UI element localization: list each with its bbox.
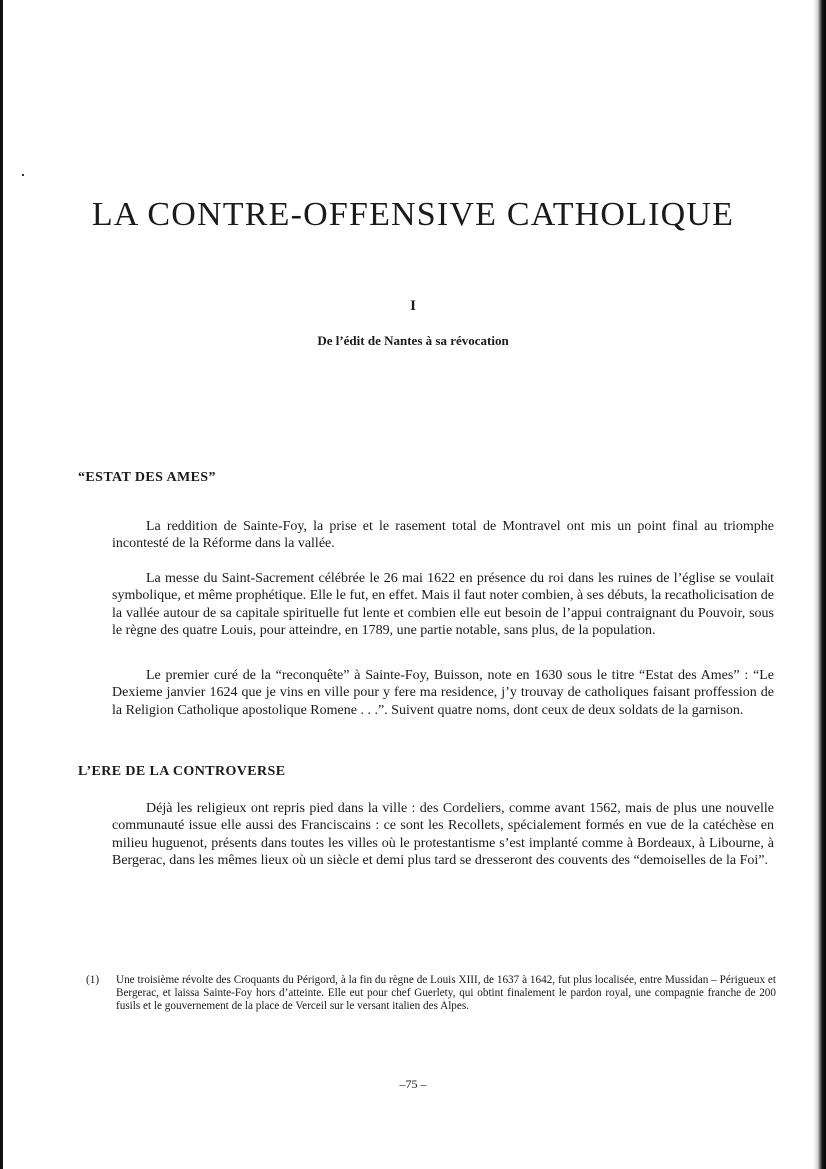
footnote [86,974,776,1014]
chapter-title: LA CONTRE-OFFENSIVE CATHOLIQUE [91,196,735,233]
paragraph: Déjà les religieux ont repris pied dans la ville : des Cordeliers, comme avant 1562, mais de plus une nouvelle communauté issue elle aussi des Franciscains : ce sont les Recollets, spécialement formés en vue de la catéchèse en milieu huguenot, présents dans toutes les villes où le protestantisme s’est implanté comme à Bordeaux, à Libourne, à Bergerac, dans les mêmes lieux où un siècle et demi plus tard se dresseront des couvents des “demoiselles de la Foi”. [112,801,774,868]
page-number: –75 – [399,1077,427,1091]
part-subtitle: De l’édit de Nantes à sa révocation [317,333,509,348]
section-heading-ere-de-la-controverse: L’ERE DE LA CONTROVERSE [78,764,286,779]
part-number: I [410,298,416,314]
paragraph: La reddition de Sainte-Foy, la prise et le rasement total de Montravel ont mis un point final au triomphe incontesté de la Réforme dans la vallée. [112,519,774,552]
scan-edge-right [813,0,826,1169]
footnote-mark: (1) [86,974,100,986]
footnote-text: Une troisième révolte des Croquants du Périgord, à la fin du règne de Louis XIII, de 1637 à 1642, fut plus localisée, entre Mussidan – Périgueux et Bergerac, et laissa Sainte-Foy hors d’atteinte. Elle eut pour chef Guerlety, qui obtint finalement le pardon royal, une compagnie franche de 200 fusils et le gouvernement de la place de Verceil sur le versant italien des Alpes. [116,974,776,1013]
scan-speck [22,174,24,176]
paragraph: La messe du Saint-Sacrement célébrée le 26 mai 1622 en présence du roi dans les ruines de l’église se voulait symbolique, et même prophétique. Elle le fut, en effet. Mais il faut noter combien, à ses débuts, la recatholicisation de la vallée autour de sa capitale spirituelle fut lente et combien elle eut besoin de l’appui contraignant du Pouvoir, sous le règne des quatre Louis, pour atteindre, en 1789, une partie notable, sans plus, de la population. [112,571,774,638]
section-heading-estat-des-ames: “ESTAT DES AMES” [78,470,216,485]
paragraph: Le premier curé de la “reconquête” à Sainte-Foy, Buisson, note en 1630 sous le titre “Estat des Ames” : “Le Dexieme janvier 1624 que je vins en ville pour y fere ma residence, j’y trouvay de catholiques faisant proffession de la Religion Catholique apostolique Romene . . .”. Suivent quatre noms, dont ceux de deux soldats de la garnison. [112,668,774,718]
scan-edge-left [0,0,3,1169]
